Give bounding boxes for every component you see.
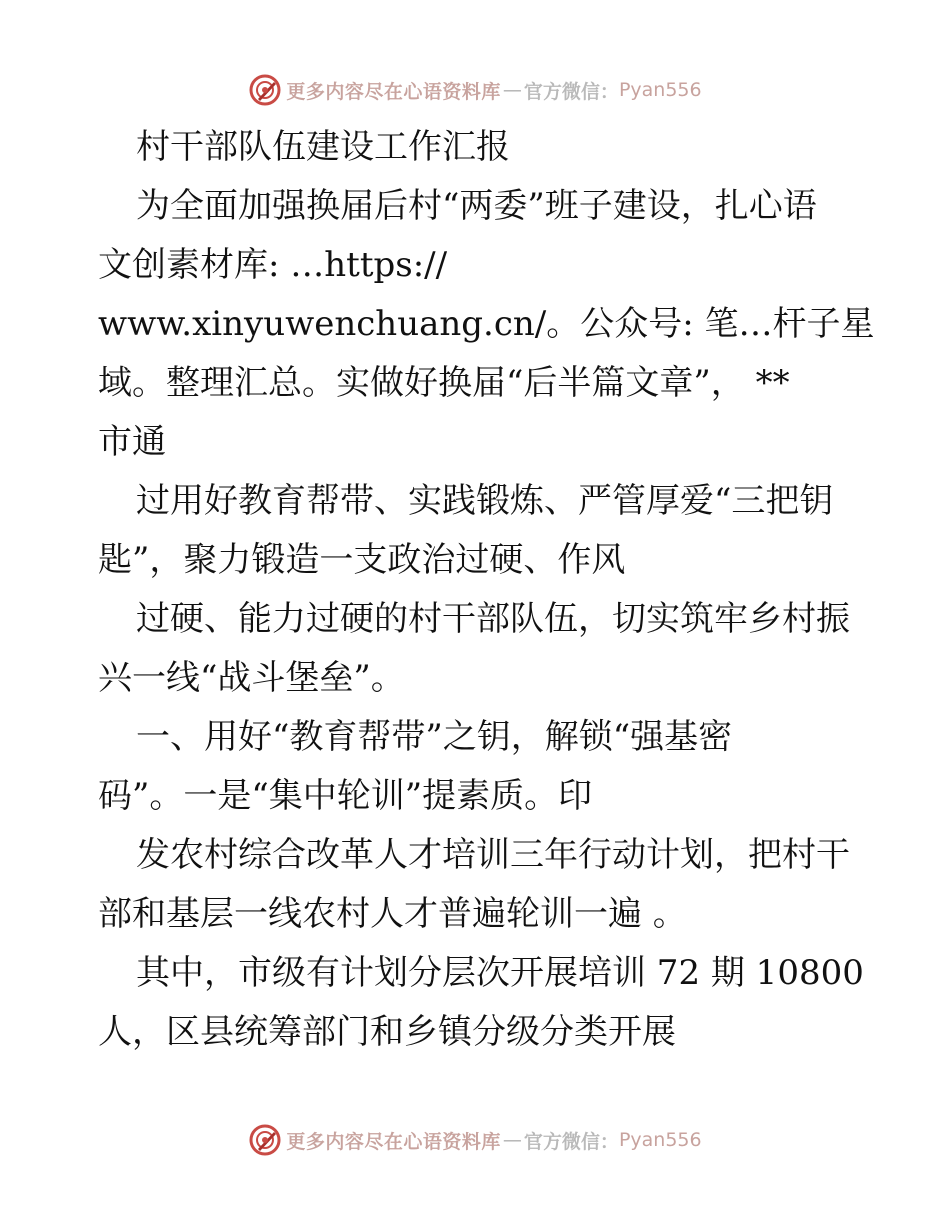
document-line: 为全面加强换届后村“两委”班子建设，扎心语 (136, 186, 817, 226)
document-line: 部和基层一线农村人才普遍轮训一遍 。 (98, 894, 687, 934)
watermark-wechat-id: Pyan556 (618, 1129, 702, 1151)
document-line: 域。整理汇总。实做好换届“后半篇文章”， ** (98, 363, 790, 403)
document-line: 发农村综合改革人才培训三年行动计划，把村干 (136, 835, 850, 875)
document-body (98, 118, 888, 1062)
crimson-seal-icon (248, 73, 282, 107)
document-line: 市通 (98, 422, 166, 462)
document-line: 人，区县统筹部门和乡镇分级分类开展 (98, 1012, 676, 1052)
top-watermark-banner (0, 70, 950, 110)
crimson-seal-icon (248, 1123, 282, 1157)
watermark-wechat-label: 官方微信： (523, 80, 619, 103)
document-line: 一、用好“教育帮带”之钥，解锁“强基密 (136, 717, 733, 757)
document-line: 村干部队伍建设工作汇报 (136, 127, 510, 167)
document-line: 其中，市级有计划分层次开展培训 72 期 10800 (136, 953, 864, 993)
watermark-separator: — (502, 79, 522, 101)
watermark-wechat-label: 官方微信： (523, 1130, 619, 1153)
watermark-wechat-id: Pyan556 (618, 79, 702, 101)
document-line: 过硬、能力过硬的村干部队伍，切实筑牢乡村振 (136, 599, 850, 639)
document-line: 文创素材库: …https:// (98, 245, 448, 285)
watermark-brand-text: 更多内容尽在心语资料库 (286, 1130, 501, 1153)
bottom-watermark-banner (0, 1120, 950, 1160)
watermark-separator: — (502, 1129, 522, 1151)
watermark-brand-text: 更多内容尽在心语资料库 (286, 80, 501, 103)
document-line: 过用好教育帮带、实践锻炼、严管厚爱“三把钥 (136, 481, 834, 521)
document-line: 匙”，聚力锻造一支政治过硬、作风 (98, 540, 626, 580)
document-line: www.xinyuwenchuang.cn/。公众号: 笔…杆子星 (98, 304, 875, 344)
document-line: 兴一线“战斗堡垒”。 (98, 658, 405, 698)
document-line: 码”。一是“集中轮训”提素质。印 (98, 776, 593, 816)
